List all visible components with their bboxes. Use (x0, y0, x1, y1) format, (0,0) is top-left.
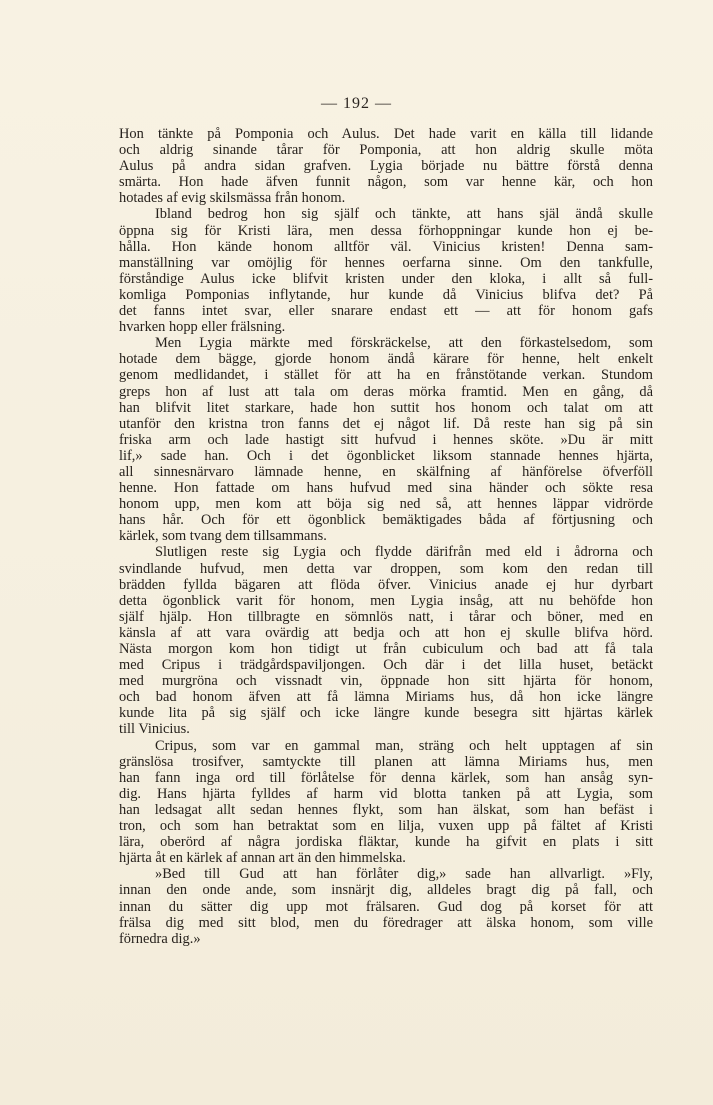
text-line: hålla. Hon kände honom alltför väl. Vinicius kristen! Denna sam- (119, 238, 653, 255)
text-line: hjärta åt en kärlek af annan art än den himmelska. (119, 850, 406, 867)
text-line: kärlek, som tvang dem tillsammans. (119, 528, 327, 545)
text-line: smärta. Hon hade äfven funnit någon, som var henne kär, och hon (119, 174, 653, 191)
text-line: hvarken hopp eller frälsning. (119, 319, 286, 336)
text-line: Men Lygia märkte med förskräckelse, att den förkastelsedom, som (155, 335, 653, 352)
paragraph (119, 206, 653, 335)
text-line: hans hår. Och för ett ögonblick bemäktigades båda af förtjusning och (119, 512, 653, 529)
text-line: dig. Hans hjärta fylldes af harm vid blotta tanken på att Lygia, som (119, 785, 653, 802)
text-line: förnedra dig.» (119, 930, 201, 947)
text-line: själf hjälp. Hon tillbragte en sömnlös natt, i tårar och böner, med en (119, 608, 653, 625)
text-line: till Vinicius. (119, 721, 190, 738)
text-line: innan du sätter dig upp mot frälsaren. Gud dog på korset för att (119, 898, 653, 915)
text-line: komliga Pomponias inflytande, hur kunde då Vinicius blifva det? På (119, 286, 653, 303)
text-line: och aldrig sinande tårar för Pomponia, att hon aldrig skulle möta (119, 142, 653, 159)
text-line: innan den onde ande, som insnärjt dig, alldeles bragt dig på fall, och (119, 882, 653, 899)
body-text (119, 126, 653, 947)
text-line: utanför den kristna tron fanns det ej något lif. Då reste han sig på sin (119, 415, 653, 432)
text-line: Aulus på andra sidan grafven. Lygia började nu bättre förstå denna (119, 158, 653, 175)
paragraph (119, 126, 653, 206)
text-line: greps hon af lust att tala om deras mörka framtid. Men en gång, då (119, 383, 653, 400)
text-line: öppna sig för Kristi lära, men dessa förhoppningar kunde hon ej be- (119, 222, 653, 239)
text-line: lära, oberörd af några jordiska fläktar, kunde ha gifvit en plats i sitt (119, 834, 653, 851)
text-line: svindlande hufvud, men detta var droppen, som kom den redan till (119, 560, 653, 577)
text-line: gränslösa trosifver, samtyckte till planen att lämna Miriams hus, men (119, 753, 653, 770)
text-line: genom medlidandet, i stället för att ha en frånstötande verkan. Stundom (119, 367, 653, 384)
text-line: han ledsagat allt sedan hennes flykt, som han älskat, som han befäst i (119, 801, 653, 818)
text-line: honom upp, men kom att böja sig ned så, att hennes läppar vidrörde (119, 496, 653, 513)
text-line: med Cripus i trädgårdspaviljongen. Och där i det lilla huset, betäckt (119, 657, 653, 674)
text-line: Hon tänkte på Pomponia och Aulus. Det hade varit en källa till lidande (119, 126, 653, 142)
text-line: Cripus, som var en gammal man, sträng och helt upptagen af sin (155, 737, 653, 754)
text-line: hotade dem bägge, gjorde honom ändå kärare för henne, helt enkelt (119, 351, 653, 368)
text-line: kunde lita på sig själf och icke längre kunde besegra sitt hjärtas kärlek (119, 705, 653, 722)
text-line: det fanns intet svar, eller snarare endast ett — att för honom gafs (119, 303, 653, 320)
text-line: förståndige Aulus icke blifvit kristen under den kloka, i allt så full- (119, 270, 653, 287)
text-line: lif,» sade han. Och i det ögonblicket liksom stannade hennes hjärta, (119, 447, 653, 464)
text-line: han blifvit litet starkare, hade hon suttit hos honom och talat om att (119, 399, 653, 416)
text-line: hotades af evig skilsmässa från honom. (119, 190, 346, 207)
text-line: all sinnesnärvaro lämnade henne, en skälfning af hänförelse öfverföll (119, 463, 653, 480)
text-line: Nästa morgon kom hon tidigt ut från cubiculum och bad att få tala (119, 641, 653, 657)
text-line: henne. Hon fattade om hans hufvud med sina händer och sökte resa (119, 480, 653, 497)
text-line: »Bed till Gud att han förlåter dig,» sade han allvarligt. »Fly, (155, 866, 653, 883)
text-line: känsla af att vara ovärdig att bedja och att hon ej skulle blifva hörd. (119, 624, 653, 641)
text-line: friska arm och lade hastigt sitt hufvud i hennes sköte. »Du är mitt (119, 431, 653, 448)
text-line: Ibland bedrog hon sig själf och tänkte, att hans själ ändå skulle (155, 206, 653, 223)
text-line: med murgröna och vissnadt vin, öppnade hon sitt hjärta för honom, (119, 673, 653, 690)
paragraph (119, 866, 653, 946)
text-line: manställning var omöjlig för hennes oerfarna sinne. Om den tankfulle, (119, 254, 653, 271)
paragraph (119, 738, 653, 867)
text-line: frälsa dig med sitt blod, men du föredrager att älska honom, som ville (119, 914, 653, 931)
text-line: tron, och som han betraktat som en lilja, vuxen upp på fältet af Kristi (119, 818, 653, 835)
text-line: och bad honom äfven att få lämna Miriams hus, då hon icke längre (119, 689, 653, 706)
text-line: han fann inga ord till förlåtelse för denna kärlek, som han ansåg syn- (119, 769, 653, 786)
text-line: Slutligen reste sig Lygia och flydde därifrån med eld i ådrorna och (155, 544, 653, 561)
text-line: detta ögonblick varit för honom, men Lygia insåg, att nu behöfde hon (119, 592, 653, 609)
paragraph (119, 335, 653, 544)
text-line: brädden fyllda bägaren att flöda öfver. Vinicius anade ej hur dyrbart (119, 576, 653, 593)
page-number: — 192 — (321, 95, 392, 112)
paragraph (119, 544, 653, 737)
